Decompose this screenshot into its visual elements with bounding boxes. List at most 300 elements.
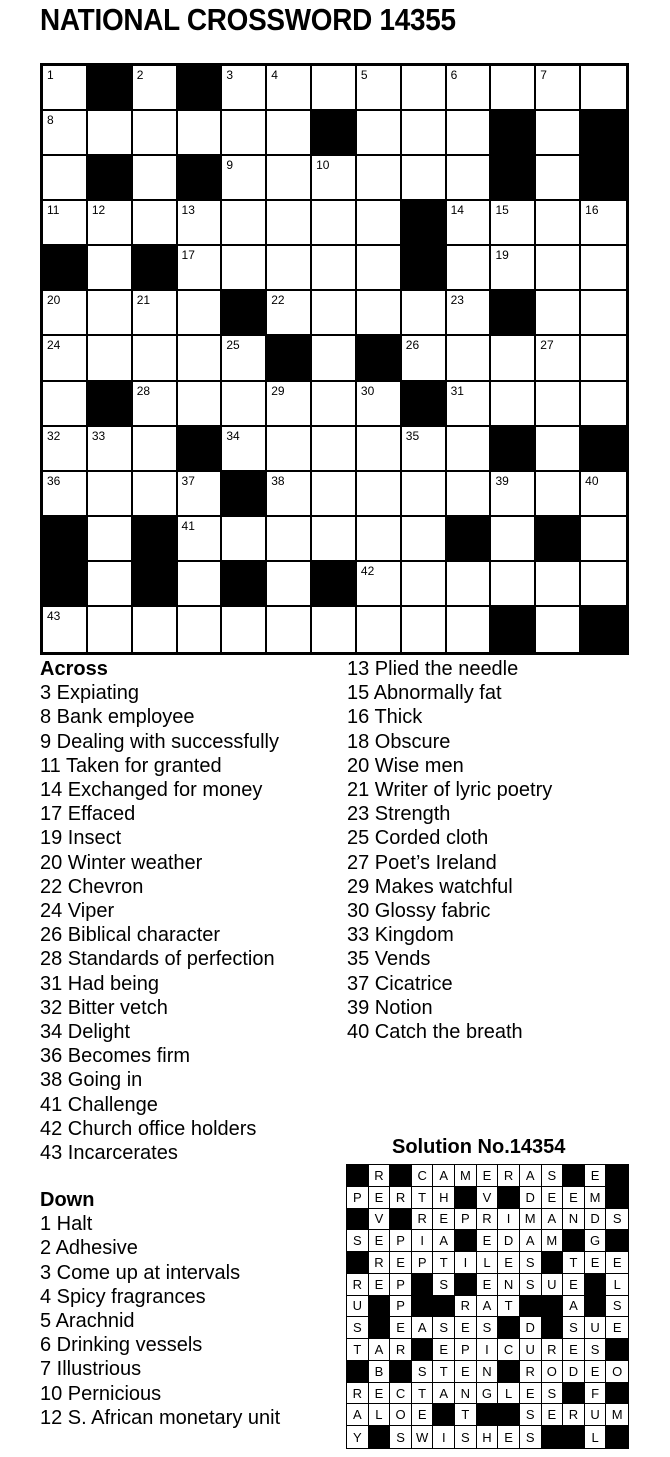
grid-block: [88, 382, 133, 427]
grid-cell[interactable]: [491, 201, 536, 246]
grid-cell[interactable]: [178, 382, 223, 427]
solution-block: [606, 1383, 628, 1405]
clue-item: 13 Plied the needle: [347, 658, 519, 680]
grid-cell[interactable]: [581, 291, 626, 336]
grid-cell[interactable]: [43, 291, 88, 336]
grid-cell[interactable]: [491, 517, 536, 562]
grid-cell[interactable]: [88, 472, 133, 517]
grid-cell[interactable]: [536, 156, 581, 201]
clue-number: 19: [495, 248, 509, 263]
grid-cell[interactable]: [222, 336, 267, 381]
grid-cell[interactable]: [447, 382, 492, 427]
grid-cell[interactable]: [447, 607, 492, 652]
grid-cell[interactable]: [357, 201, 402, 246]
down-clues: [40, 1188, 280, 1430]
solution-letter: S: [520, 1252, 542, 1274]
grid-block: [43, 562, 88, 607]
clue-number: 40: [585, 473, 599, 488]
solution-block: [369, 1296, 391, 1318]
clue-item: 5 Arachnid: [40, 1310, 135, 1333]
grid-block: [491, 607, 536, 652]
grid-cell[interactable]: [357, 246, 402, 291]
grid-cell[interactable]: [133, 201, 178, 246]
solution-block: [433, 1404, 455, 1426]
clue-item: 2 Adhesive: [40, 1237, 138, 1260]
clue-number: 8: [47, 113, 54, 128]
solution-letter: E: [477, 1274, 499, 1296]
solution-letter: A: [520, 1230, 542, 1252]
solution-letter: I: [498, 1209, 520, 1231]
grid-block: [88, 66, 133, 111]
solution-letter: S: [433, 1317, 455, 1339]
grid-cell[interactable]: [536, 111, 581, 156]
grid-cell[interactable]: [43, 472, 88, 517]
grid-cell[interactable]: [178, 201, 223, 246]
clue-item: 10 Pernicious: [40, 1382, 162, 1405]
grid-block: [491, 291, 536, 336]
grid-cell[interactable]: [536, 607, 581, 652]
grid-block: [491, 427, 536, 472]
grid-cell[interactable]: [88, 201, 133, 246]
clue-number: 3: [226, 68, 234, 82]
clue-number: 26: [405, 338, 420, 353]
solution-letter: P: [390, 1296, 412, 1318]
solution-letter: S: [606, 1296, 628, 1318]
grid-cell[interactable]: [88, 291, 133, 336]
solution-block: [477, 1404, 499, 1426]
clue-number: 38: [271, 473, 285, 488]
solution-letter: E: [412, 1404, 434, 1426]
solution-block: [585, 1296, 607, 1318]
solution-letter: O: [606, 1361, 628, 1383]
grid-cell[interactable]: [581, 562, 626, 607]
grid-cell[interactable]: [357, 111, 402, 156]
solution-block: [347, 1252, 369, 1274]
solution-block: [606, 1187, 628, 1209]
grid-cell[interactable]: [312, 607, 357, 652]
clue-number: 28: [136, 383, 151, 398]
grid-cell[interactable]: [447, 472, 492, 517]
grid-cell[interactable]: [581, 336, 626, 381]
grid-cell[interactable]: [222, 517, 267, 562]
solution-letter: F: [585, 1383, 607, 1405]
solution-block: [347, 1165, 369, 1187]
solution-letter: E: [585, 1165, 607, 1187]
grid-cell[interactable]: [581, 517, 626, 562]
grid-cell[interactable]: [267, 427, 312, 472]
grid-cell[interactable]: [267, 246, 312, 291]
grid-cell[interactable]: [267, 382, 312, 427]
grid-cell[interactable]: [536, 291, 581, 336]
solution-letter: A: [542, 1209, 564, 1231]
grid-cell[interactable]: [491, 66, 536, 111]
grid-cell[interactable]: [581, 472, 626, 517]
clue-item: 28 Standards of perfection: [40, 948, 275, 971]
solution-block: [542, 1317, 564, 1339]
solution-letter: A: [477, 1296, 499, 1318]
clue-item: 8 Bank employee: [40, 706, 195, 729]
grid-block: [581, 427, 626, 472]
solution-letter: A: [412, 1317, 434, 1339]
clue-item: 19 Insect: [40, 827, 122, 850]
solution-letter: E: [606, 1317, 628, 1339]
grid-cell[interactable]: [312, 336, 357, 381]
clue-number: 4: [271, 68, 278, 82]
clue-item: 36 Becomes firm: [40, 1045, 191, 1068]
grid-cell[interactable]: [357, 607, 402, 652]
clue-item: 3 Come up at intervals: [40, 1261, 241, 1284]
grid-cell[interactable]: [491, 472, 536, 517]
grid-cell[interactable]: [267, 66, 312, 111]
solution-letter: H: [477, 1426, 499, 1448]
grid-cell[interactable]: [312, 472, 357, 517]
grid-cell[interactable]: [402, 291, 447, 336]
grid-cell[interactable]: [447, 156, 492, 201]
grid-cell[interactable]: [581, 382, 626, 427]
solution-letter: E: [585, 1252, 607, 1274]
grid-cell[interactable]: [43, 607, 88, 652]
clue-item: 14 Exchanged for money: [40, 779, 263, 802]
grid-cell[interactable]: [178, 562, 223, 607]
across-clues: [40, 657, 279, 1165]
solution-letter: E: [563, 1187, 585, 1209]
grid-cell[interactable]: [88, 336, 133, 381]
solution-block: [369, 1426, 391, 1448]
grid-cell[interactable]: [43, 336, 88, 381]
grid-cell[interactable]: [312, 427, 357, 472]
grid-cell[interactable]: [447, 111, 492, 156]
clue-number: 33: [91, 428, 106, 443]
grid-cell[interactable]: [536, 246, 581, 291]
grid-cell[interactable]: [222, 156, 267, 201]
solution-letter: U: [520, 1339, 542, 1361]
grid-cell[interactable]: [88, 562, 133, 607]
solution-letter: G: [585, 1230, 607, 1252]
solution-block: [412, 1339, 434, 1361]
grid-cell[interactable]: [312, 66, 357, 111]
grid-cell[interactable]: [357, 66, 402, 111]
clue-number: 9: [226, 158, 234, 173]
solution-letter: S: [390, 1426, 412, 1448]
grid-block: [222, 472, 267, 517]
grid-cell[interactable]: [536, 201, 581, 246]
solution-block: [606, 1230, 628, 1252]
grid-cell[interactable]: [43, 66, 88, 111]
solution-letter: O: [390, 1404, 412, 1426]
clue-number: 17: [181, 248, 195, 263]
clue-number: 20: [47, 293, 61, 308]
grid-cell[interactable]: [536, 66, 581, 111]
grid-cell[interactable]: [267, 472, 312, 517]
grid-cell[interactable]: [491, 562, 536, 607]
grid-cell[interactable]: [447, 66, 492, 111]
solution-letter: E: [498, 1426, 520, 1448]
grid-cell[interactable]: [133, 472, 178, 517]
grid-cell[interactable]: [88, 427, 133, 472]
grid-cell[interactable]: [43, 382, 88, 427]
solution-letter: S: [347, 1230, 369, 1252]
grid-cell[interactable]: [402, 66, 447, 111]
grid-cell[interactable]: [402, 111, 447, 156]
grid-cell[interactable]: [581, 246, 626, 291]
clue-number: 11: [47, 203, 60, 218]
clue-number: 6: [450, 68, 458, 82]
clue-item: 34 Delight: [40, 1021, 131, 1044]
clue-number: 15: [495, 203, 509, 218]
grid-cell[interactable]: [133, 382, 178, 427]
clue-item: 4 Spicy fragrances: [40, 1285, 206, 1308]
grid-cell[interactable]: [267, 607, 312, 652]
grid-cell[interactable]: [357, 156, 402, 201]
down-clues-continued: [347, 657, 552, 1044]
grid-cell[interactable]: [267, 517, 312, 562]
solution-block: [498, 1187, 520, 1209]
solution-letter: S: [520, 1426, 542, 1448]
solution-grid: [346, 1164, 629, 1449]
solution-letter: E: [369, 1274, 391, 1296]
solution-block: [542, 1252, 564, 1274]
grid-cell[interactable]: [536, 427, 581, 472]
solution-block: [563, 1426, 585, 1448]
clue-item: 33 Kingdom: [347, 924, 454, 947]
clue-item: 39 Notion: [347, 996, 433, 1019]
grid-cell[interactable]: [88, 607, 133, 652]
solution-letter: A: [433, 1165, 455, 1187]
solution-block: [498, 1404, 520, 1426]
solution-letter: T: [563, 1252, 585, 1274]
clue-number: 5: [360, 68, 368, 82]
grid-cell[interactable]: [402, 472, 447, 517]
grid-cell[interactable]: [536, 472, 581, 517]
grid-cell[interactable]: [536, 382, 581, 427]
grid-cell[interactable]: [312, 246, 357, 291]
solution-letter: P: [390, 1274, 412, 1296]
grid-cell[interactable]: [43, 156, 88, 201]
solution-block: [390, 1165, 412, 1187]
grid-cell[interactable]: [178, 336, 223, 381]
solution-block: [347, 1209, 369, 1231]
clue-item: 24 Viper: [40, 900, 115, 923]
solution-letter: L: [477, 1252, 499, 1274]
grid-cell[interactable]: [536, 336, 581, 381]
solution-letter: T: [433, 1361, 455, 1383]
solution-letter: M: [585, 1187, 607, 1209]
grid-cell[interactable]: [447, 291, 492, 336]
grid-cell[interactable]: [447, 201, 492, 246]
solution-letter: A: [433, 1230, 455, 1252]
grid-block: [133, 246, 178, 291]
grid-cell[interactable]: [43, 201, 88, 246]
grid-cell[interactable]: [43, 427, 88, 472]
grid-cell[interactable]: [222, 607, 267, 652]
solution-letter: S: [347, 1317, 369, 1339]
solution-letter: L: [585, 1426, 607, 1448]
grid-cell[interactable]: [88, 246, 133, 291]
grid-cell[interactable]: [178, 607, 223, 652]
grid-cell[interactable]: [178, 111, 223, 156]
solution-letter: E: [542, 1187, 564, 1209]
solution-letter: R: [477, 1209, 499, 1231]
grid-cell[interactable]: [133, 336, 178, 381]
clue-item: 37 Cicatrice: [347, 972, 453, 995]
solution-letter: D: [585, 1209, 607, 1231]
solution-block: [606, 1165, 628, 1187]
grid-cell[interactable]: [491, 336, 536, 381]
grid-cell[interactable]: [133, 66, 178, 111]
grid-cell[interactable]: [312, 201, 357, 246]
clue-item: 1 Halt: [40, 1213, 93, 1236]
solution-block: [606, 1339, 628, 1361]
grid-cell[interactable]: [133, 291, 178, 336]
solution-letter: E: [390, 1252, 412, 1274]
grid-cell[interactable]: [447, 246, 492, 291]
grid-block: [402, 382, 447, 427]
grid-cell[interactable]: [88, 111, 133, 156]
solution-letter: V: [477, 1187, 499, 1209]
clue-number: 34: [226, 428, 240, 443]
grid-cell[interactable]: [267, 291, 312, 336]
grid-cell[interactable]: [491, 246, 536, 291]
grid-cell[interactable]: [581, 201, 626, 246]
grid-block: [581, 607, 626, 652]
clue-item: 29 Makes watchful: [347, 875, 513, 898]
solution-letter: D: [520, 1187, 542, 1209]
grid-cell[interactable]: [357, 382, 402, 427]
solution-letter: C: [412, 1165, 434, 1187]
solution-letter: L: [498, 1383, 520, 1405]
grid-cell[interactable]: [447, 336, 492, 381]
solution-letter: P: [347, 1187, 369, 1209]
grid-cell[interactable]: [222, 111, 267, 156]
clue-number: 43: [47, 608, 61, 623]
grid-cell[interactable]: [178, 291, 223, 336]
clue-number: 18: [405, 248, 420, 263]
grid-block: [133, 562, 178, 607]
solution-letter: L: [606, 1274, 628, 1296]
solution-letter: T: [412, 1383, 434, 1405]
clue-item: 20 Winter weather: [40, 851, 203, 874]
clue-item: 30 Glossy fabric: [347, 900, 491, 923]
solution-letter: M: [606, 1404, 628, 1426]
solution-block: [520, 1296, 542, 1318]
grid-cell[interactable]: [402, 562, 447, 607]
solution-letter: R: [347, 1274, 369, 1296]
grid-block: [312, 562, 357, 607]
clue-number: 31: [450, 383, 464, 398]
solution-letter: R: [369, 1165, 391, 1187]
clue-number: 22: [271, 293, 285, 308]
grid-cell[interactable]: [88, 517, 133, 562]
solution-block: [542, 1426, 564, 1448]
grid-cell[interactable]: [312, 517, 357, 562]
solution-letter: R: [369, 1252, 391, 1274]
grid-cell[interactable]: [133, 156, 178, 201]
solution-block: [498, 1361, 520, 1383]
grid-cell[interactable]: [133, 111, 178, 156]
grid-cell[interactable]: [402, 336, 447, 381]
solution-block: [563, 1230, 585, 1252]
grid-cell[interactable]: [43, 111, 88, 156]
crossword-grid[interactable]: [40, 63, 629, 655]
solution-letter: E: [606, 1252, 628, 1274]
grid-cell[interactable]: [536, 562, 581, 607]
solution-letter: T: [433, 1252, 455, 1274]
grid-block: [402, 246, 447, 291]
solution-letter: U: [585, 1404, 607, 1426]
solution-letter: H: [433, 1187, 455, 1209]
solution-letter: S: [477, 1317, 499, 1339]
solution-letter: E: [390, 1317, 412, 1339]
grid-cell[interactable]: [222, 382, 267, 427]
solution-block: [347, 1361, 369, 1383]
solution-letter: I: [433, 1426, 455, 1448]
grid-cell[interactable]: [581, 66, 626, 111]
grid-cell[interactable]: [312, 156, 357, 201]
grid-cell[interactable]: [267, 111, 312, 156]
grid-cell[interactable]: [357, 472, 402, 517]
grid-cell[interactable]: [402, 427, 447, 472]
solution-letter: E: [498, 1252, 520, 1274]
grid-cell[interactable]: [178, 472, 223, 517]
solution-letter: O: [542, 1361, 564, 1383]
grid-cell[interactable]: [312, 382, 357, 427]
grid-cell[interactable]: [402, 156, 447, 201]
solution-letter: C: [498, 1339, 520, 1361]
down-clue-list-continued: [347, 657, 552, 1044]
solution-letter: R: [390, 1187, 412, 1209]
grid-cell[interactable]: [222, 201, 267, 246]
grid-block: [178, 66, 223, 111]
grid-cell[interactable]: [222, 427, 267, 472]
grid-cell[interactable]: [267, 562, 312, 607]
grid-cell[interactable]: [447, 427, 492, 472]
solution-letter: D: [563, 1361, 585, 1383]
grid-cell[interactable]: [491, 382, 536, 427]
grid-cell[interactable]: [222, 246, 267, 291]
clue-number: 42: [360, 563, 375, 578]
grid-cell[interactable]: [447, 562, 492, 607]
solution-letter: T: [455, 1404, 477, 1426]
grid-cell[interactable]: [357, 517, 402, 562]
clue-item: 6 Drinking vessels: [40, 1334, 203, 1357]
solution-letter: S: [455, 1426, 477, 1448]
grid-cell[interactable]: [357, 562, 402, 607]
clue-number: 39: [495, 473, 509, 488]
grid-cell[interactable]: [178, 517, 223, 562]
solution-letter: A: [369, 1339, 391, 1361]
grid-block: [491, 111, 536, 156]
grid-cell[interactable]: [222, 66, 267, 111]
grid-cell[interactable]: [133, 427, 178, 472]
grid-cell[interactable]: [402, 607, 447, 652]
solution-letter: P: [455, 1209, 477, 1231]
clue-number: 14: [450, 203, 464, 218]
grid-cell[interactable]: [267, 156, 312, 201]
clue-item: 9 Dealing with successfully: [40, 730, 279, 753]
grid-cell[interactable]: [357, 291, 402, 336]
grid-cell[interactable]: [402, 517, 447, 562]
solution-letter: P: [412, 1252, 434, 1274]
solution-block: [563, 1383, 585, 1405]
grid-cell[interactable]: [312, 291, 357, 336]
grid-cell[interactable]: [133, 607, 178, 652]
grid-cell[interactable]: [267, 201, 312, 246]
solution-block: [412, 1274, 434, 1296]
grid-cell[interactable]: [178, 246, 223, 291]
grid-cell[interactable]: [357, 427, 402, 472]
clue-item: 35 Vends: [347, 948, 431, 971]
clue-number: 41: [181, 518, 195, 533]
